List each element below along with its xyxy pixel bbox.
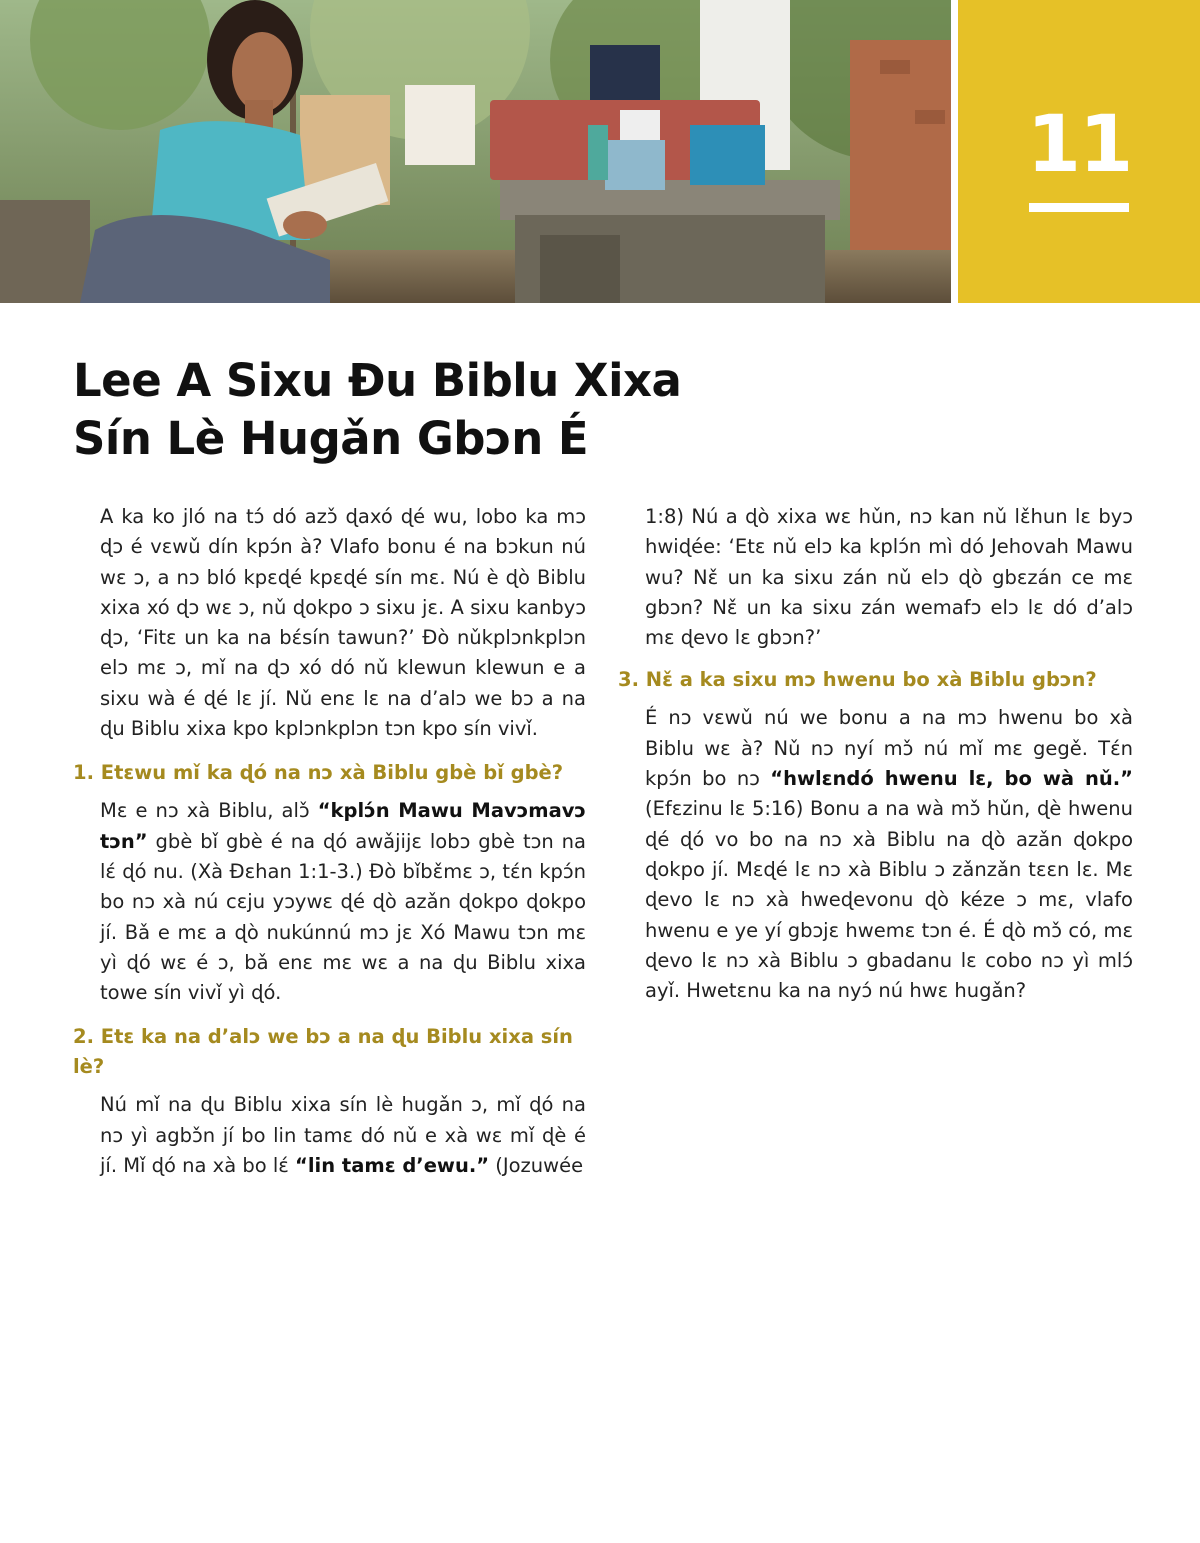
section-2-bold: “lin tamɛ d’ewu.” bbox=[295, 1154, 490, 1178]
section-2-heading: 2. Etɛ ka na d’alɔ we bɔ a na ɖu Biblu xixa sín lè? bbox=[73, 1025, 573, 1079]
section-1-text-b: gbè bǐ gbè é na ɖó awǎjijɛ lobɔ gbè tɔn na lɛ́ ɖó nu. (Xà Ðɛhan 1:1-3.) Ðò bǐbɛ̌mɛ ɔ, tɛ́n kpɔ́n bo nɔ xà nú cɛju yɔywɛ ɖé ɖò azǎn ɖokpo ɖokpo jí. Bǎ e mɛ a ɖò nukúnnú mɔ jɛ Xó Mawu tɔn mɛ yì ɖó wɛ é ɔ, bǎ enɛ mɛ wɛ a na ɖu Biblu xixa towe sín vivǐ yì ɖó. bbox=[100, 829, 586, 1005]
hero-photo bbox=[0, 0, 951, 303]
section-3-paragraph bbox=[645, 703, 1133, 1006]
section-2-text-a: Nú mǐ na ɖu Biblu xixa sín lè hugǎn ɔ, mǐ ɖó na nɔ yì agbɔ̌n jí bo lin tamɛ dó nǔ e xà wɛ mǐ ɖè é jí. Mǐ ɖó na xà bo lɛ́ bbox=[100, 1093, 586, 1178]
lesson-badge bbox=[958, 0, 1200, 303]
title-line-2: Sín Lè Hugǎn Gbɔn É bbox=[73, 412, 589, 465]
lesson-number: 11 bbox=[1026, 100, 1132, 190]
section-1-paragraph bbox=[100, 796, 586, 1008]
right-column bbox=[618, 502, 1133, 1006]
intro-paragraph: A ka ko jló na tɔ́ dó azɔ̌ ɖaxó ɖé wu, lobo ka mɔ ɖɔ é vɛwǔ dín kpɔ́n à? Vlafo bonu é na bɔkun nú wɛ ɔ, a nɔ bló kpɛɖé kpɛɖé sín mɛ. Nú è ɖò Biblu xixa xó ɖɔ wɛ ɔ, nǔ ɖokpo ɔ sixu jɛ. A sixu kanbyɔ ɖɔ, ‘Fitɛ un ka na bɛ́sín tawun?’ Ðò nǔkplɔnkplɔn elɔ mɛ ɔ, mǐ na ɖɔ xó dó nǔ klewun klewun e a sixu wà é ɖé lɛ jí. Nǔ enɛ lɛ na d’alɔ we bɔ a na ɖu Biblu xixa kpo kplɔnkplɔn tɔn kpo sín vivǐ. bbox=[100, 505, 586, 741]
left-column bbox=[73, 502, 586, 1181]
title-line-1: Lee A Sixu Ðu Biblu Xixa bbox=[73, 354, 682, 407]
badge-underline bbox=[1029, 203, 1129, 212]
section-1-bold: “kplɔ́n Mawu Mavɔmavɔ tɔn” bbox=[100, 799, 586, 853]
section-3-text-b: (Efɛzinu lɛ 5:16) Bonu a na wà mɔ̌ hǔn, ɖè hwenu ɖé ɖó vo bo na nɔ xà Biblu na ɖò azǎn ɖokpo ɖokpo jí. Mɛɖé lɛ nɔ xà Biblu ɔ zǎnzǎn tɛɛn lɛ. Mɛ ɖevo lɛ nɔ xà hweɖevonu ɖò kéze ɔ mɛ, vlafo hwenu e ye yí gbɔjɛ hwemɛ tɔn é. É ɖò mɔ̌ có, mɛ ɖevo lɛ nɔ xà Biblu ɔ gbadanu lɛ cobo nɔ yì mlɔ́ ayǐ. Hwetɛnu ka na nyɔ́ nú hwɛ hugǎn? bbox=[645, 797, 1133, 1003]
lesson-title bbox=[73, 352, 873, 468]
section-1-heading: 1. Etɛwu mǐ ka ɖó na nɔ xà Biblu gbè bǐ gbè? bbox=[73, 761, 564, 785]
section-3-heading: 3. Nɛ̌ a ka sixu mɔ hwenu bo xà Biblu gbɔn? bbox=[618, 668, 1097, 692]
section-3-text-a: É nɔ vɛwǔ nú we bonu a na mɔ hwenu bo xà Biblu wɛ à? Nǔ nɔ nyí mɔ̌ nú mǐ mɛ gegě. Tɛ́n kpɔ́n bo nɔ bbox=[645, 706, 1133, 791]
hero-illustration bbox=[0, 0, 951, 303]
section-1-text-a: Mɛ e nɔ xà Biblu, alɔ̌ bbox=[100, 799, 318, 823]
section-2-text-b: (Jozuwée bbox=[489, 1154, 584, 1178]
section-3-bold: “hwlɛndó hwenu lɛ, bo wà nǔ.” bbox=[770, 767, 1133, 791]
section-2-continued: 1:8) Nú a ɖò xixa wɛ hǔn, nɔ kan nǔ lɛ̌hun lɛ byɔ hwiɖée: ‘Etɛ nǔ elɔ ka kplɔ́n mì dó Jehovah Mawu wu? Nɛ̌ un ka sixu zán nǔ elɔ ɖò gbɛzán ce mɛ gbɔn? Nɛ̌ un ka sixu zán wemafɔ elɔ lɛ dó d’alɔ mɛ ɖevo lɛ gbɔn?’ bbox=[645, 505, 1133, 650]
section-2-paragraph bbox=[100, 1090, 586, 1181]
